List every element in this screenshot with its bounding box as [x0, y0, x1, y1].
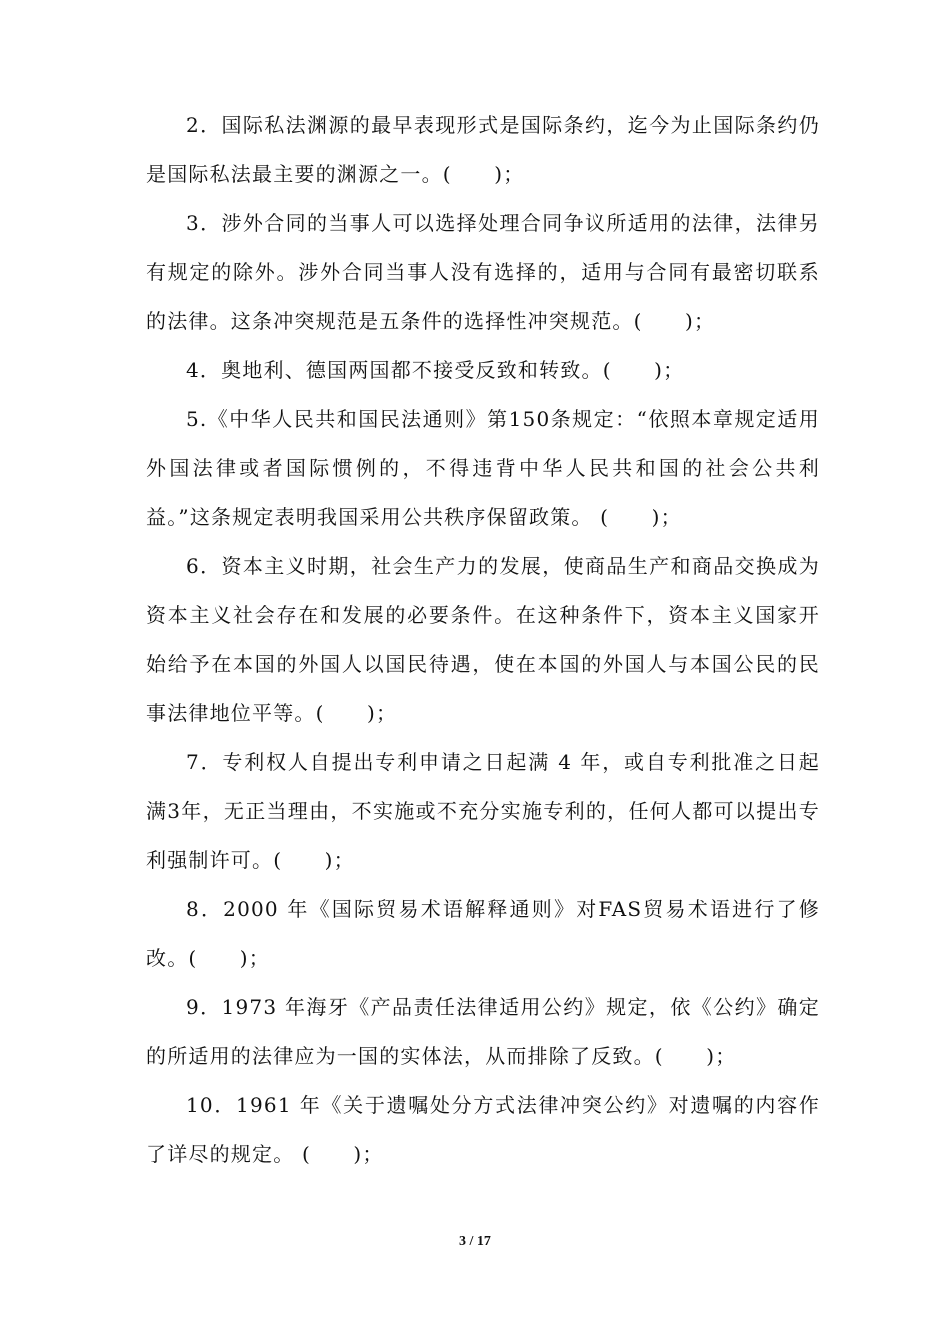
- question-4: 4．奥地利、德国两国都不接受反致和转致。( )；: [186, 358, 685, 382]
- question-6: 6．资本主义时期，社会生产力的发展，使商品生产和商品交换成为资本主义社会存在和发展的必要条件。在这种条件下，资本主义国家开始给予在本国的外国人以国民待遇，使在本国的外国人与本国公民的民事法律地位平等。( )；: [146, 554, 820, 725]
- question-7: 7．专利权人自提出专利申请之日起满 4 年，或自专利批准之日起满3年，无正当理由，不实施或不充分实施专利的，任何人都可以提出专利强制许可。( )；: [146, 750, 820, 872]
- question-10: 10．1961 年《关于遗嘱处分方式法律冲突公约》对遗嘱的内容作了详尽的规定。 ( )；: [146, 1093, 820, 1166]
- question-8: 8．2000 年《国际贸易术语解释通则》对FAS贸易术语进行了修改。( )；: [146, 897, 820, 970]
- question-list: [146, 101, 820, 1179]
- question-5: 5.《中华人民共和国民法通则》第150条规定：“依照本章规定适用外国法律或者国际惯例的，不得违背中华人民共和国的社会公共利益。”这条规定表明我国采用公共秩序保留政策。 ( )；: [146, 407, 820, 529]
- question-3: 3．涉外合同的当事人可以选择处理合同争议所适用的法律，法律另有规定的除外。涉外合同当事人没有选择的，适用与合同有最密切联系的法律。这条冲突规范是五条件的选择性冲突规范。( )；: [146, 211, 820, 333]
- question-9: 9．1973 年海牙《产品责任法律适用公约》规定，依《公约》确定的所适用的法律应为一国的实体法，从而排除了反致。( )；: [146, 995, 820, 1068]
- question-2: 2．国际私法渊源的最早表现形式是国际条约，迄今为止国际条约仍是国际私法最主要的渊源之一。( )；: [146, 113, 820, 186]
- page-number: 3 / 17: [459, 1234, 491, 1249]
